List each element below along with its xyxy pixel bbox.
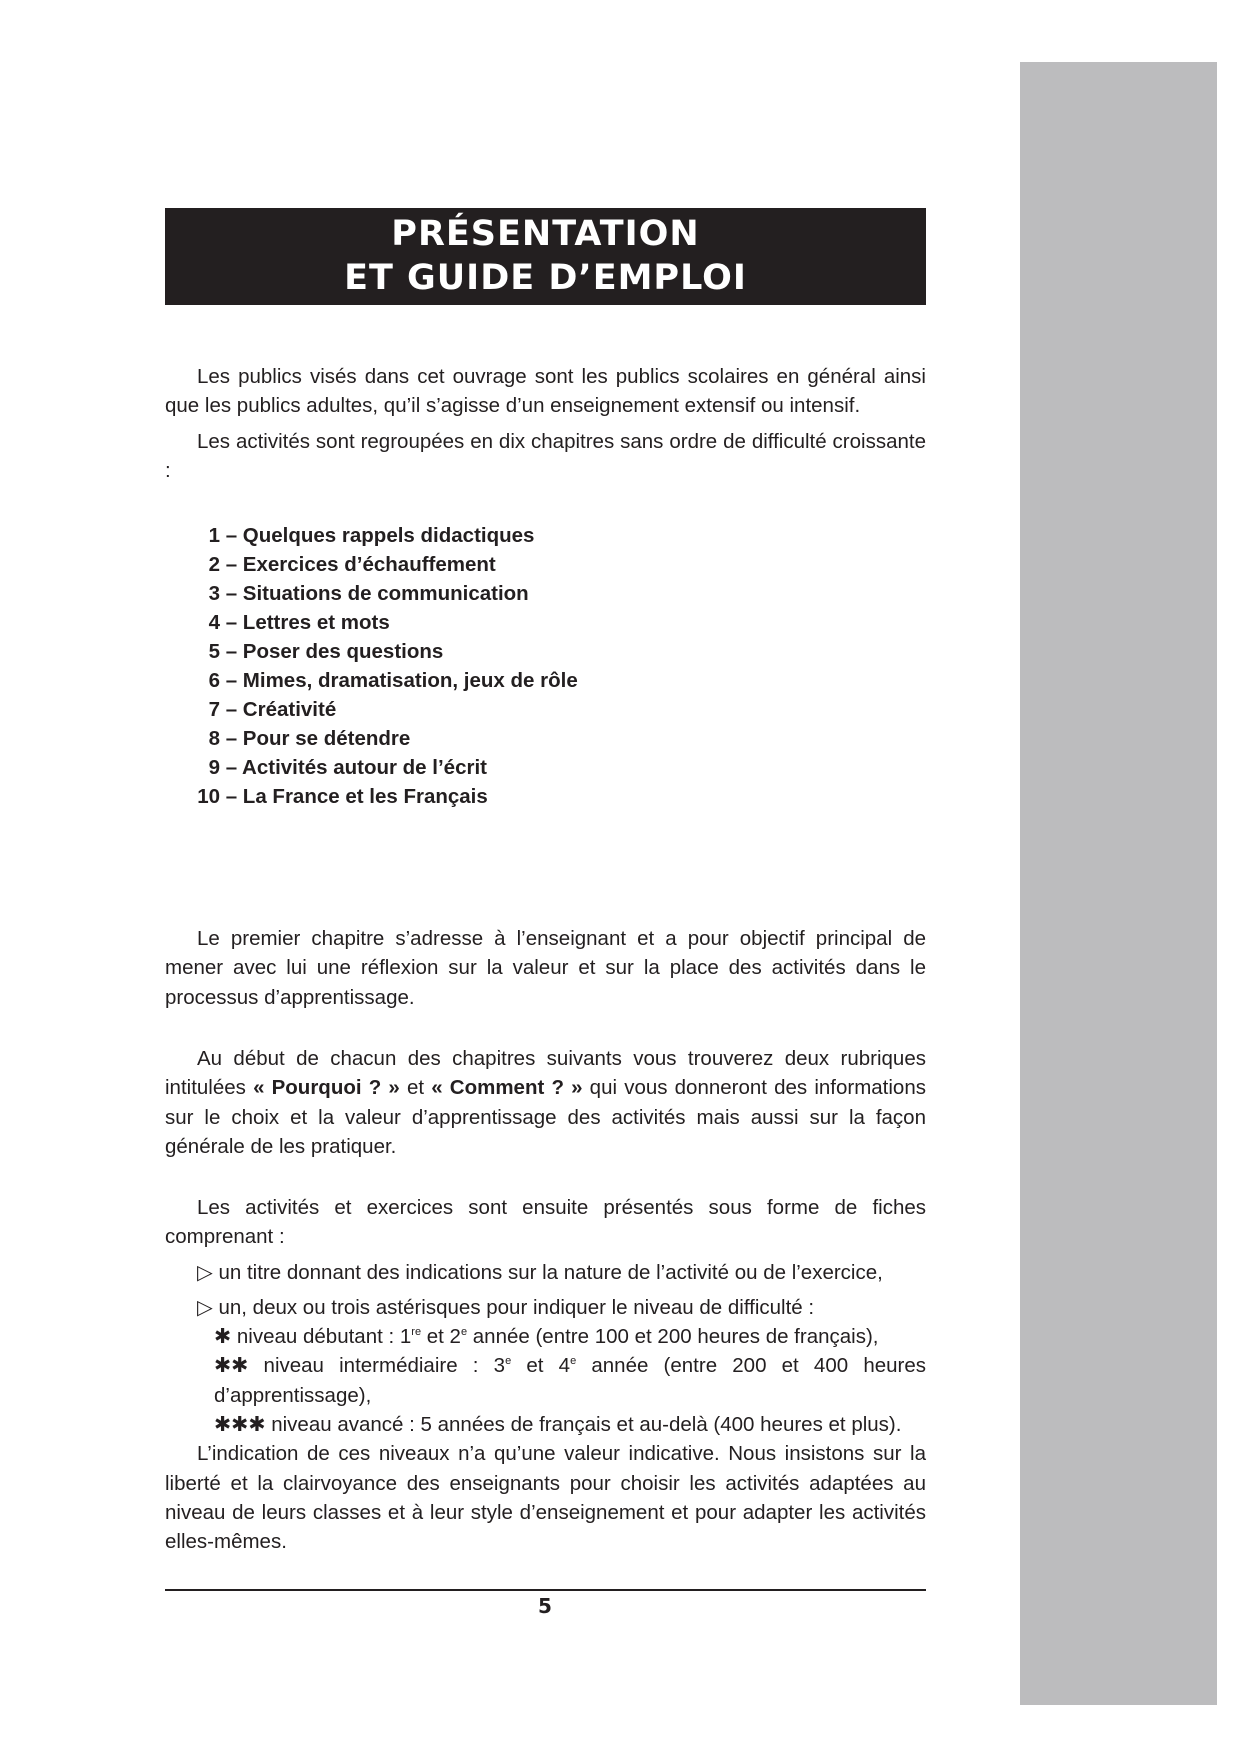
superscript: e <box>570 1355 577 1368</box>
text: qui vous donneront des informations sur le choix et la valeur d’apprentissage des activités mais aussi sur la façon générale de les pratiquer. <box>165 1076 926 1158</box>
bullet-item <box>165 1293 926 1322</box>
paragraph-first-chapter <box>165 924 926 1012</box>
page-number: 5 <box>538 1594 552 1618</box>
level-intermediate <box>165 1351 926 1410</box>
chapter-number: 10 <box>197 785 220 808</box>
chapter-number: 1 <box>208 524 220 547</box>
bullet-text: un, deux ou trois astérisques pour indiquer le niveau de difficulté : <box>218 1295 815 1319</box>
text: Au début de chacun des chapitres suivants vous trouverez deux rubriques intitulées <box>165 1047 926 1100</box>
chapter-number: 8 <box>208 727 220 750</box>
list-item <box>195 579 578 608</box>
chapter-list <box>195 521 578 811</box>
chapter-number: 5 <box>208 640 220 663</box>
text: année (entre 200 et 400 heures d’apprentissage), <box>214 1354 926 1407</box>
text: niveau avancé : 5 années de français et au-delà (400 heures et plus). <box>265 1413 902 1437</box>
chapter-label: – Poser des questions <box>225 640 444 663</box>
bullet-text: un titre donnant des indications sur la nature de l’activité ou de l’exercice, <box>218 1260 883 1284</box>
text: et 4 <box>511 1354 571 1378</box>
chapter-number: 9 <box>208 756 220 779</box>
list-item <box>195 753 578 782</box>
side-margin-band <box>1020 62 1217 1705</box>
superscript: e <box>460 1326 468 1339</box>
chapter-label: – La France et les Français <box>225 785 488 808</box>
list-item <box>195 782 578 811</box>
list-item <box>195 521 578 550</box>
triangle-bullet-icon: ▷ <box>197 1260 213 1284</box>
chapter-label: – Quelques rappels didactiques <box>225 524 535 547</box>
intro-paragraph-2: Les activités sont regroupées en dix chapitres sans ordre de difficulté croissante : <box>165 429 926 482</box>
chapter-label: – Lettres et mots <box>225 611 390 634</box>
chapter-number: 7 <box>208 698 220 721</box>
chapter-number: 4 <box>208 611 220 634</box>
bullet-item <box>165 1258 926 1287</box>
page-title <box>165 208 926 305</box>
title-line-2: ET GUIDE D’EMPLOI <box>344 258 747 298</box>
list-item <box>195 724 578 753</box>
intro-paragraph-1: Les publics visés dans cet ouvrage sont les publics scolaires en général ainsi que les publics adultes, qu’il s’agisse d’un enseignement extensif ou intensif. <box>165 365 926 418</box>
rubric-pourquoi: « Pourquoi ? » <box>253 1076 400 1100</box>
paragraph-text: Le premier chapitre s’adresse à l’enseignant et a pour objectif principal de mener avec lui une réflexion sur la valeur et sur la place des activités dans le processus d’apprentissage. <box>165 927 926 1009</box>
star-icon: ✱✱ <box>214 1354 249 1378</box>
list-item <box>195 637 578 666</box>
superscript: e <box>505 1355 512 1368</box>
level-beginner <box>165 1322 926 1351</box>
text: niveau débutant : 1 <box>231 1325 412 1349</box>
paragraph-text: Les activités et exercices sont ensuite présentés sous forme de fiches comprenant : <box>165 1196 926 1249</box>
chapter-label: – Créativité <box>225 698 337 721</box>
level-advanced <box>165 1410 926 1439</box>
list-item <box>195 695 578 724</box>
list-item <box>195 550 578 579</box>
star-icon: ✱✱✱ <box>214 1413 266 1437</box>
intro-section <box>165 362 926 485</box>
chapter-label: – Exercices d’échauffement <box>225 553 496 576</box>
list-item <box>195 666 578 695</box>
chapter-label: – Activités autour de l’écrit <box>225 756 487 779</box>
paragraph-fiches <box>165 1193 926 1557</box>
chapter-label: – Situations de communication <box>225 582 529 605</box>
paragraph-text <box>165 1044 926 1161</box>
chapter-label: – Mimes, dramatisation, jeux de rôle <box>225 669 578 692</box>
triangle-bullet-icon: ▷ <box>197 1295 213 1319</box>
text: et <box>399 1076 432 1100</box>
star-icon: ✱ <box>214 1325 232 1349</box>
paragraph-text: L’indication de ces niveaux n’a qu’une valeur indicative. Nous insistons sur la liberté et la clairvoyance des enseignants pour choisir les activités adaptées au niveau de leurs classes et à leur style d’enseignement et pour adapter les activités elles-mêmes. <box>165 1442 926 1554</box>
chapter-number: 6 <box>208 669 220 692</box>
chapter-number: 3 <box>208 582 220 605</box>
list-item <box>195 608 578 637</box>
title-line-1: PRÉSENTATION <box>391 214 700 254</box>
chapter-label: – Pour se détendre <box>225 727 411 750</box>
text: année (entre 100 et 200 heures de français), <box>467 1325 879 1349</box>
footer-divider <box>165 1589 926 1591</box>
text: et 2 <box>421 1325 461 1349</box>
text: niveau intermédiaire : 3 <box>248 1354 506 1378</box>
paragraph-rubriques <box>165 1044 926 1161</box>
chapter-number: 2 <box>208 553 220 576</box>
rubric-comment: « Comment ? » <box>431 1076 583 1100</box>
superscript: re <box>411 1326 422 1339</box>
